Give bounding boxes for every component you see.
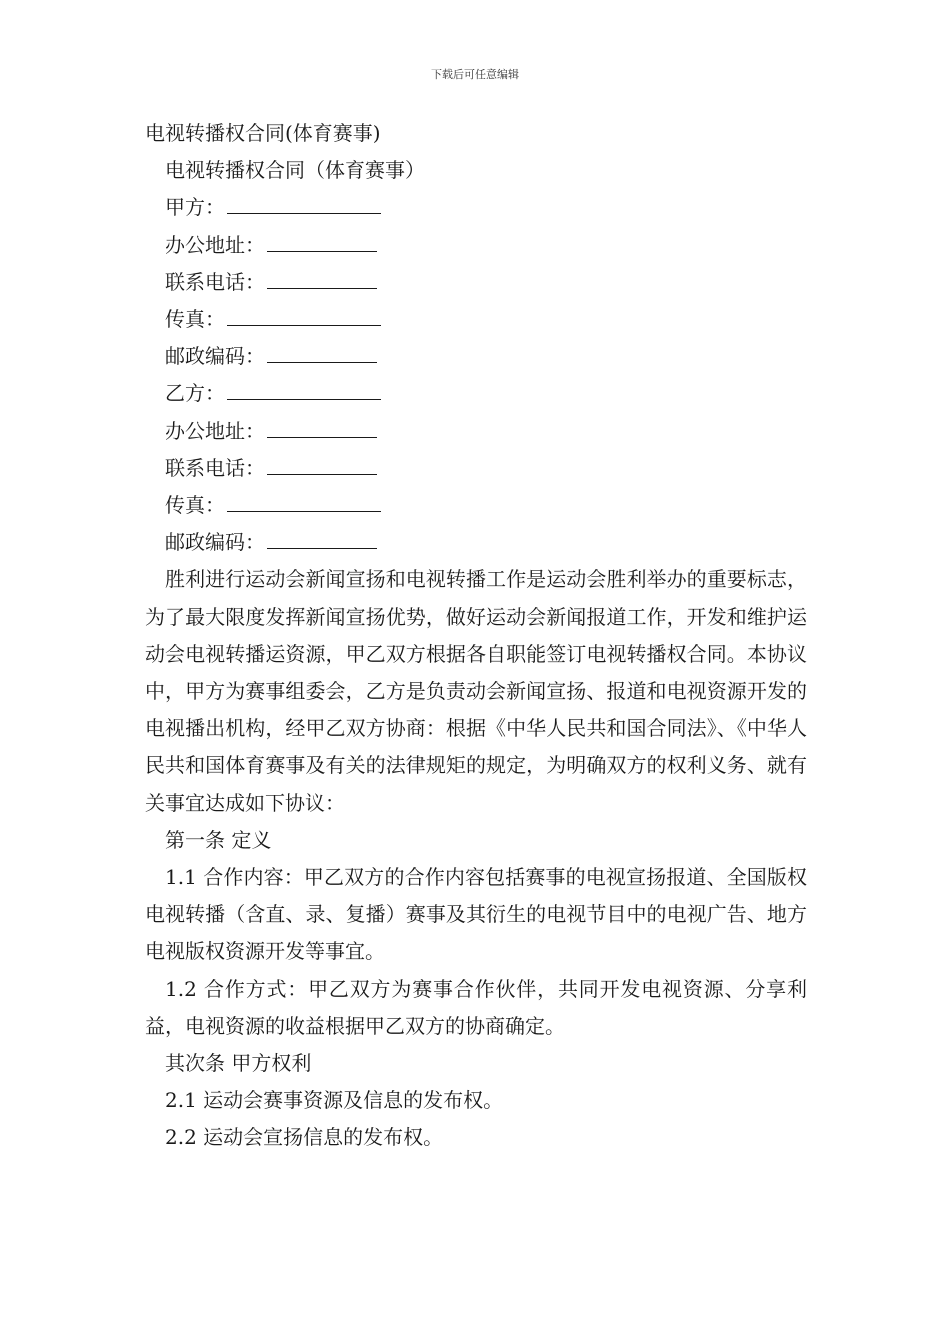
party-b-postcode-label: 邮政编码： — [165, 530, 265, 555]
clause-1-1: 1.1 合作内容：甲乙双方的合作内容包括赛事的电视宣扬报道、全国版权电视转播（含直、录、复播）赛事及其衍生的电视节目中的电视广告、地方电视版权资源开发等事宜。 — [145, 865, 807, 964]
clause-2-2: 2.2 运动会宣扬信息的发布权。 — [165, 1125, 444, 1150]
party-a-name-label: 甲方： — [165, 195, 225, 220]
article-1-heading: 第一条 定义 — [165, 827, 272, 852]
party-b-address-label: 办公地址： — [165, 418, 265, 443]
party-b-address-row — [145, 413, 807, 450]
document-title: 电视转播权合同(体育赛事) — [145, 121, 381, 145]
party-b-address-blank[interactable] — [267, 419, 377, 438]
article-2-heading: 其次条 甲方权利 — [165, 1051, 312, 1076]
party-b-name-blank[interactable] — [227, 381, 381, 400]
party-b-postcode-blank[interactable] — [267, 530, 377, 549]
party-a-postcode-blank[interactable] — [267, 344, 377, 363]
party-a-name-row — [145, 189, 807, 226]
party-b-phone-row — [145, 450, 807, 487]
party-a-address-blank[interactable] — [267, 233, 377, 252]
party-a-address-label: 办公地址： — [165, 232, 265, 257]
party-b-phone-label: 联系电话： — [165, 455, 265, 480]
party-a-fax-blank[interactable] — [227, 307, 381, 326]
document-subtitle: 电视转播权合同（体育赛事） — [165, 158, 425, 183]
intro-paragraph: 胜利进行运动会新闻宣扬和电视转播工作是运动会胜利举办的重要标志，为了最大限度发挥新闻宣扬优势，做好运动会新闻报道工作，开发和维护运动会电视转播运资源，甲乙双方根据各自职能签订电视转播权合同。本协议中，甲方为赛事组委会，乙方是负责动会新闻宣扬、报道和电视资源开发的电视播出机构，经甲乙双方协商：根据《中华人民共和国合同法》、《中华人民共和国体育赛事及有关的法律规矩的规定，为明确双方的权利义务、就有关事宜达成如下协议： — [145, 567, 807, 815]
party-a-phone-row — [145, 264, 807, 301]
party-b-fax-blank[interactable] — [227, 493, 381, 512]
party-b-postcode-row — [145, 524, 807, 561]
party-a-address-row — [145, 227, 807, 264]
document-body — [145, 115, 807, 1157]
party-a-phone-label: 联系电话： — [165, 269, 265, 294]
party-a-postcode-label: 邮政编码： — [165, 344, 265, 369]
clause-1-2: 1.2 合作方式：甲乙双方为赛事合作伙伴，共同开发电视资源、分享利益，电视资源的收益根据甲乙双方的协商确定。 — [145, 976, 807, 1038]
party-b-fax-row — [145, 487, 807, 524]
party-a-phone-blank[interactable] — [267, 270, 377, 289]
party-b-name-row — [145, 375, 807, 412]
party-b-fax-label: 传真： — [165, 493, 225, 518]
party-a-name-blank[interactable] — [227, 195, 381, 214]
clause-2-1: 2.1 运动会赛事资源及信息的发布权。 — [165, 1088, 504, 1113]
page-header-note: 下载后可任意编辑 — [431, 68, 519, 81]
party-a-fax-row — [145, 301, 807, 338]
party-a-postcode-row — [145, 338, 807, 375]
party-a-fax-label: 传真： — [165, 307, 225, 332]
party-b-name-label: 乙方： — [165, 381, 225, 406]
party-b-phone-blank[interactable] — [267, 456, 377, 475]
